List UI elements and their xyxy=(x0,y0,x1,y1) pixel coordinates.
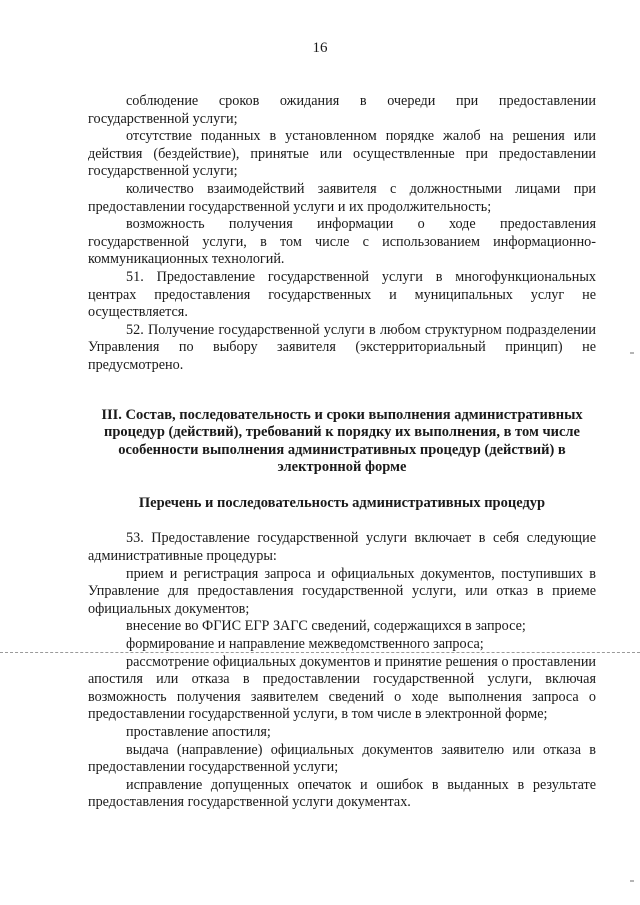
scan-artifact-mark xyxy=(630,352,634,354)
paragraph-item-53: 53. Предоставление государственной услуги включает в себя следующие административные процедуры: xyxy=(88,530,596,565)
paragraph: возможность получения информации о ходе предоставления государственной услуги, в том числе с использованием информационно-коммуникационных технологий. xyxy=(88,216,596,268)
procedure-item: формирование и направление межведомственного запроса; xyxy=(126,636,484,653)
document-body xyxy=(88,93,596,812)
scan-artifact-mark xyxy=(630,880,634,882)
paragraph-item-52: 52. Получение государственной услуги в любом структурном подразделении Управления по выбору заявителя (экстерриториальный принцип) не предусмотрено. xyxy=(88,321,596,373)
procedure-item: исправление допущенных опечаток и ошибок в выданных в результате предоставления государственной услуги документах. xyxy=(88,776,596,811)
procedure-item: внесение во ФГИС ЕГР ЗАГС сведений, содержащихся в запросе; xyxy=(126,618,526,635)
procedure-item: проставление апостиля; xyxy=(126,724,271,740)
subsection-title: Перечень и последовательность административных процедур xyxy=(138,494,546,511)
scan-fold-line xyxy=(0,652,640,653)
procedure-item: выдача (направление) официальных документов заявителю или отказа в предоставлении государственной услуги; xyxy=(88,741,596,776)
procedure-item: прием и регистрация запроса и официальных документов, поступивших в Управление для предоставления государственной услуги, или отказ в приеме официальных документов; xyxy=(88,565,596,617)
paragraph-item-51: 51. Предоставление государственной услуги в многофункциональных центрах предоставления государственных и муниципальных услуг не осуществляется. xyxy=(88,268,596,321)
procedure-item: рассмотрение официальных документов и принятие решения о проставлении апостиля или отказа в предоставлении государственной услуги, включая возможность получения заявителем сведений о ходе выполнения запроса о предоставлении государственной услуги, в том числе в электронной форме; xyxy=(88,653,596,723)
section-title: III. Состав, последовательность и сроки выполнения административных процедур (действий), требований к порядку их выполнения, в том числе особенности выполнения административных процедур (действий) в электронной форме xyxy=(101,406,583,476)
paragraph: отсутствие поданных в установленном порядке жалоб на решения или действия (бездействие), принятые или осуществленные при предоставлении государственной услуги; xyxy=(88,128,596,180)
paragraph: количество взаимодействий заявителя с должностными лицами при предоставлении государственной услуги и их продолжительность; xyxy=(88,180,596,215)
paragraph: соблюдение сроков ожидания в очереди при предоставлении государственной услуги; xyxy=(88,93,596,127)
page-number: 16 xyxy=(312,40,328,56)
